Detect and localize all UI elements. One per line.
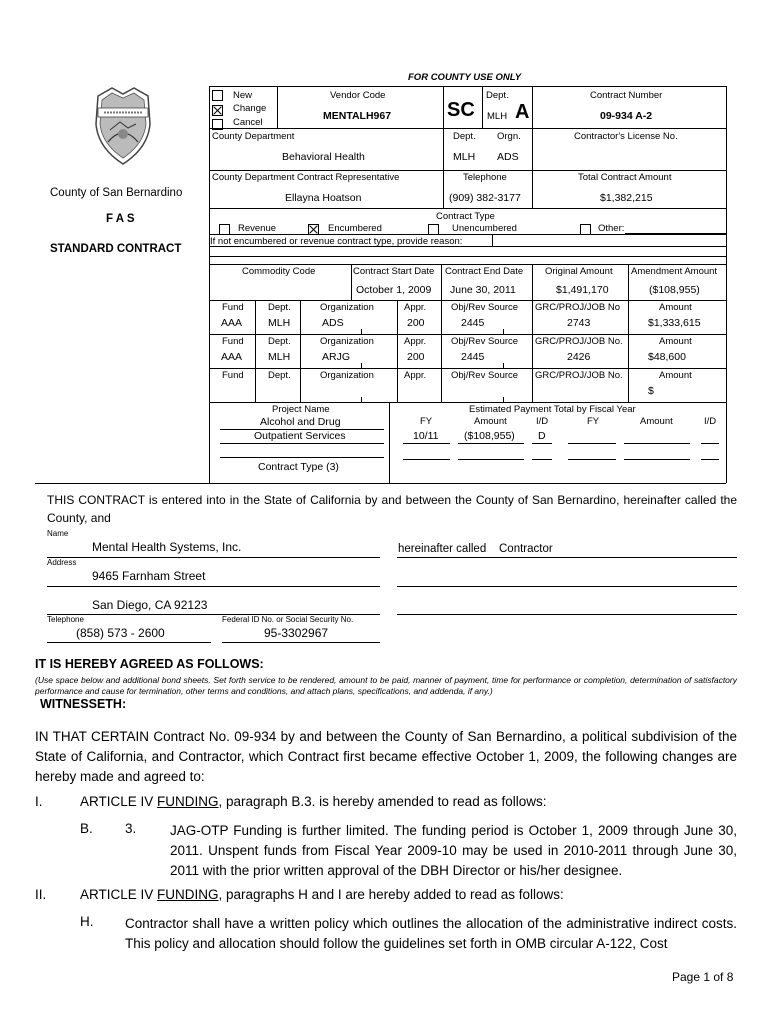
dept-value: MLH (453, 151, 476, 163)
contract-start-value: October 1, 2009 (356, 284, 432, 296)
b3-label: 3. (125, 821, 137, 836)
total-contract-amount-value: $1,382,215 (600, 192, 653, 204)
funding-header-fund: Fund (222, 370, 244, 381)
item-1-text: ARTICLE IV FUNDING, paragraph B.3. is hereby amended to read as follows: (80, 794, 547, 809)
funding-header-fund: Fund (222, 336, 244, 347)
page-number: Page 1 of 8 (672, 970, 734, 984)
vendor-dept-label: Dept. (486, 90, 509, 101)
original-amount-value: $1,491,170 (556, 284, 609, 296)
address-label: Address (47, 558, 77, 567)
contractor-telephone: (858) 573 - 2600 (76, 626, 165, 640)
county-seal (90, 84, 156, 166)
contract-intro: THIS CONTRACT is entered into in the State of California by and between the County of San Bernardino, hereinafter called the County, and (47, 493, 737, 525)
funding-header-appr: Appr. (404, 370, 427, 381)
id-label-1: I/D (536, 416, 549, 427)
address-line2: San Diego, CA 92123 (92, 598, 208, 612)
amount-label-2: Amount (640, 416, 673, 427)
fas-label: F A S (106, 213, 135, 225)
amount-label-1: Amount (474, 416, 507, 427)
funding-cell-fund: AAA (221, 317, 243, 329)
funding-cell-amount: $ (648, 385, 654, 397)
funding-cell-dept: MLH (268, 351, 291, 363)
county-department-label: County Department (212, 131, 295, 142)
new-checkbox[interactable] (212, 90, 223, 101)
witnesseth-label: WITNESSETH: (40, 697, 127, 711)
encumbered-label: Encumbered (328, 223, 382, 234)
representative-label: County Department Contract Representative (212, 172, 400, 183)
funding-link-2: FUNDING (157, 887, 219, 902)
contractor-designation: Contractor (499, 543, 553, 555)
county-use-only-label: FOR COUNTY USE ONLY (408, 72, 522, 83)
funding-header-fund: Fund (222, 302, 244, 313)
name-label: Name (47, 529, 69, 538)
funding-header-obj: Obj/Rev Source (451, 336, 519, 347)
form-title: STANDARD CONTRACT (50, 243, 182, 255)
funding-cell-organization: ADS (322, 317, 344, 329)
contract-number-value: 09-934 A-2 (600, 110, 653, 122)
contract-start-label: Contract Start Date (353, 266, 435, 277)
change-checkbox[interactable] (212, 105, 223, 116)
funding-cell-fund: AAA (221, 351, 243, 363)
funding-header-amount: Amount (659, 302, 692, 313)
contract-type-label: Contract Type (436, 211, 495, 222)
federal-id-value: 95-3302967 (264, 626, 329, 640)
sc-code: SC (447, 99, 475, 121)
telephone-label: Telephone (463, 172, 507, 183)
telephone-value: (909) 382-3177 (449, 192, 521, 204)
project-name-label: Project Name (272, 404, 330, 415)
county-name: County of San Bernardino (50, 187, 183, 199)
funding-header-grc: GRC/PROJ/JOB No. (535, 370, 623, 381)
item-2-number: II. (35, 887, 47, 902)
agreement-instructions: (Use space below and additional bond sheets. Set forth service to be rendered, amount to be paid, manner of payment, time for performance or completion, determination of satisfactory performance and cause for termination, other terms and conditions, and attach plans, specifications, and addenda, if any.) (35, 675, 737, 696)
funding-cell-obj: 2445 (461, 351, 485, 363)
a-code: A (515, 101, 530, 123)
federal-id-label: Federal ID No. or Social Security No. (222, 615, 354, 624)
funding-header-dept: Dept. (268, 302, 291, 313)
funding-header-organization: Organization (320, 302, 374, 313)
contract-end-value: June 30, 2011 (450, 284, 516, 296)
contractor-license-label: Contractor's License No. (574, 131, 678, 142)
telephone-field-label: Telephone (47, 615, 84, 624)
funding-header-dept: Dept. (268, 336, 291, 347)
total-contract-amount-label: Total Contract Amount (578, 172, 672, 183)
contract-end-label: Contract End Date (445, 266, 524, 277)
original-amount-label: Original Amount (545, 266, 613, 277)
hereinafter-label: hereinafter called (398, 543, 487, 555)
funding-header-obj: Obj/Rev Source (451, 370, 519, 381)
cancel-label: Cancel (233, 117, 263, 128)
funding-header-appr: Appr. (404, 336, 427, 347)
agreement-heading: IT IS HEREBY AGREED AS FOLLOWS: (35, 657, 264, 671)
contract-number-label: Contract Number (590, 90, 663, 101)
project-name-line2: Outpatient Services (254, 430, 346, 442)
b3-paragraph: JAG-OTP Funding is further limited. The funding period is October 1, 2009 through June 30, 2011. Unspent funds from Fiscal Year 2009-10 may be used in 2010-2011 through June 30, 2011 with the prior written approval of the DBH Director or his/her designee. (170, 823, 737, 878)
b-label: B. (80, 821, 93, 836)
funding-header-amount: Amount (659, 336, 692, 347)
funding-cell-obj: 2445 (461, 317, 485, 329)
estimated-amount-value: ($108,955) (464, 430, 515, 442)
funding-cell-appr: 200 (407, 317, 425, 329)
contract-type-3-label: Contract Type (3) (258, 461, 339, 473)
funding-cell-amount: $48,600 (648, 351, 686, 363)
vendor-dept-value: MLH (487, 111, 508, 122)
orgn-label: Orgn. (497, 131, 521, 142)
item-2-text: ARTICLE IV FUNDING, paragraphs H and I are hereby added to read as follows: (80, 887, 564, 902)
other-label: Other: (598, 223, 625, 234)
funding-header-amount: Amount (659, 370, 692, 381)
new-label: New (233, 90, 253, 101)
funding-cell-amount: $1,333,615 (648, 317, 701, 329)
unencumbered-label: Unencumbered (452, 223, 517, 234)
address-line1: 9465 Farnham Street (92, 569, 206, 583)
reason-label: If not encumbered or revenue contract type, provide reason: (210, 236, 463, 247)
id-label-2: I/D (704, 416, 717, 427)
orgn-value: ADS (497, 151, 519, 163)
amendment-amount-value: ($108,955) (649, 284, 700, 296)
item-1-number: I. (35, 794, 43, 809)
h-label: H. (80, 914, 94, 929)
funding-cell-dept: MLH (268, 317, 291, 329)
funding-header-grc: GRC/PROJ/JOB No (535, 302, 620, 313)
funding-header-obj: Obj/Rev Source (451, 302, 519, 313)
funding-cell-grc: 2743 (567, 317, 591, 329)
fy-label-2: FY (587, 416, 600, 427)
h-paragraph: Contractor shall have a written policy which outlines the allocation of the administrative indirect costs. This policy and allocation should follow the guidelines set forth in OMB circular A-122, Cost (125, 916, 737, 951)
commodity-code-label: Commodity Code (242, 266, 316, 277)
county-department-value: Behavioral Health (282, 151, 365, 163)
dept-label: Dept. (453, 131, 476, 142)
change-label: Change (233, 103, 267, 114)
funding-header-organization: Organization (320, 336, 374, 347)
funding-header-organization: Organization (320, 370, 374, 381)
funding-header-grc: GRC/PROJ/JOB No. (535, 336, 623, 347)
preamble-paragraph: IN THAT CERTAIN Contract No. 09-934 by and between the County of San Bernardino, a political subdivision of the State of California, and Contractor, which Contract first became effective October 1, 2009, the following changes are hereby made and agreed to: (35, 729, 737, 784)
estimated-payment-label: Estimated Payment Total by Fiscal Year (469, 404, 636, 415)
funding-cell-grc: 2426 (567, 351, 591, 363)
funding-cell-organization: ARJG (322, 351, 351, 363)
fy-value: 10/11 (413, 430, 439, 442)
representative-name: Ellayna Hoatson (285, 192, 362, 204)
contractor-name: Mental Health Systems, Inc. (92, 540, 242, 554)
revenue-label: Revenue (238, 223, 277, 234)
funding-link-1: FUNDING (157, 794, 219, 809)
project-name-line1: Alcohol and Drug (260, 416, 341, 428)
funding-cell-appr: 200 (407, 351, 425, 363)
funding-header-appr: Appr. (404, 302, 427, 313)
vendor-code-label: Vendor Code (330, 90, 386, 101)
id-value: D (538, 430, 546, 442)
vendor-code-value: MENTALH967 (323, 110, 392, 122)
amendment-amount-label: Amendment Amount (631, 266, 718, 277)
funding-header-dept: Dept. (268, 370, 291, 381)
fy-label-1: FY (420, 416, 433, 427)
